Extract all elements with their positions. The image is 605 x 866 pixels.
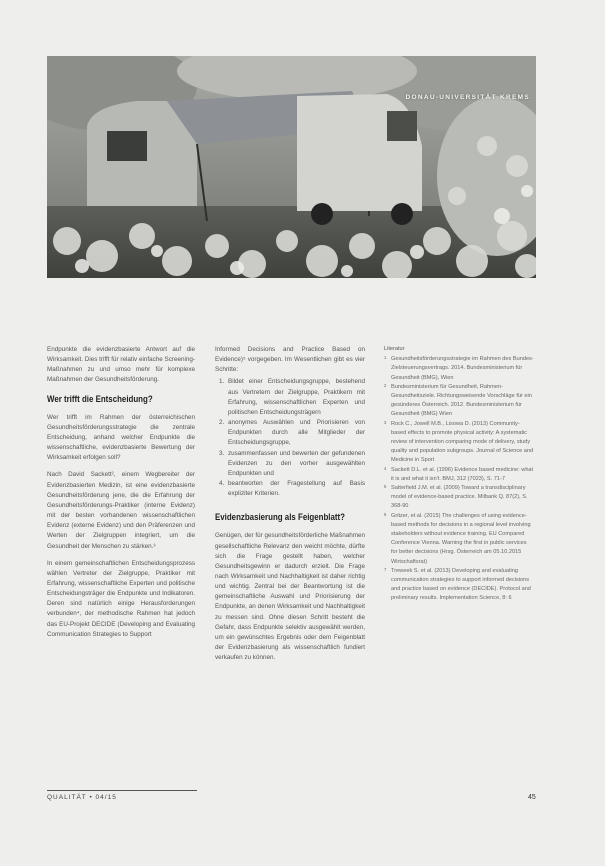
paragraph: Wer trifft im Rahmen der österreichischen Gesundheitsförderungsstrategie die zentrale Entscheidung, anhand welcher Endpunkte die wissenschaftliche, evidenzbasierte Bewertung der Wirksamkeit erfolgen soll? bbox=[47, 413, 195, 462]
photo-illustration bbox=[47, 56, 536, 278]
column-2 bbox=[215, 345, 365, 670]
column-1 bbox=[47, 345, 195, 647]
section-heading: Wer trifft die Entscheidung? bbox=[47, 393, 153, 404]
steps-list bbox=[215, 377, 365, 499]
paragraph: Nach David Sackett², einem Wegbereiter der Evidenzbasierten Medizin, ist eine evidenzbasierte Gesundheitsförderung jene, die die Erfahrung der Gesundheitsförderungs-Praktiker (interne Evidenz) mit der besten vorhandenen wissenschaftlichen Evidenz (externe Evidenz) und den Präferenzen und Werten der Zielgruppen integriert, um die Gesundheit der Menschen zu stärken.³ bbox=[47, 471, 195, 550]
section-heading: Evidenzbasierung als Feigenblatt? bbox=[215, 512, 345, 523]
references-title: Literatur bbox=[384, 346, 405, 352]
campervan-photo bbox=[47, 56, 536, 278]
list-item: 4. beantworten der Fragestellung auf Basis expliziter Kriterien. bbox=[226, 479, 365, 499]
reference-item: 1 Gesundheitsförderungsstrategie im Rahmen des Bundes-Zielsteuerungsvertrags. 2014. Bundesministerium für Gesundheit (BMG), Wien bbox=[384, 355, 534, 381]
list-item: 2. anonymes Auswählen und Priorisieren von Endpunkten durch alle Mitglieder der Entscheidungsgruppe, bbox=[226, 418, 365, 448]
reference-item: 7 Treweek S. et al. (2013) Developing and evaluating communication strategies to support informed decisions and practice based on evidence (DECIDE). Protocol and preliminary results. Implementation Science, 8: 6 bbox=[384, 566, 531, 602]
column-3-references bbox=[384, 345, 534, 604]
page-number: 45 bbox=[528, 794, 536, 801]
reference-item: 4 Sackett D.L. et al. (1996) Evidence based medicine: what it is and what it isn't. BMJ, 312 (7023), S. 71-7 bbox=[384, 465, 534, 482]
reference-item: 5 Satterfield J.M. et al. (2009) Toward a transdisciplinary model of evidence-based practice. Milbank Q. 87(2), S. 368-90 bbox=[384, 484, 528, 510]
paragraph: Genügen, der für gesundheitsförderliche Maßnahmen gesellschaftliche Relevanz den weicht möchte, dürfte sich die Frage gestellt haben, welcher Gesundheitsgewinn er dadurch erzielt. Die Frage nach Wirksamkeit und Nachhaltigkeit ist daher richtig und wichtig. Zentral bei der Beantwortung ist die gemeinschaftliche Auswahl und Priorisierung der Endpunkte, an denen Wirksamkeit und Nachhaltigkeit zu messen sind. Ohne diesen Schritt besteht die Gefahr, dass Endpunkte selektiv ausgewählt werden, um ein gewünschtes Ergebnis oder dem Feigenblatt der Evidenzbasierung als wissenschaftlich fundiert verkaufen zu können. bbox=[215, 532, 365, 662]
reference-item: 2 Bundesministerium für Gesundheit, Rahmen-Gesundheitsziele. Richtungsweisende Vorschläge für ein gesünderes Österreich. 2012. Bundesministerium für Gesundheit (BMG) Wien bbox=[384, 382, 532, 418]
list-item: 3. zusammenfassen und bewerten der gefundenen Evidenzen zu den vorher ausgewählten Endpunkten und bbox=[226, 449, 365, 479]
list-item: 1. Bildet einer Entscheidungsgruppe, bestehend aus Vertretern der Zielgruppe, Praktikern mit Erfahrung, wissenschaftlichen Experten und politischen Entscheidungsträgern bbox=[226, 377, 365, 418]
footer-divider bbox=[47, 790, 197, 791]
reference-item: 3 Rock C., Jowell M.B., Lisowa D. (2013) Community-based effects to promote physical activity: A systematic review of intervention comparing mode of delivery, study quality and population subgroups. Journal of Science and Medicine in Sport bbox=[384, 419, 534, 464]
paragraph: Endpunkte die evidenzbasierte Antwort auf die Wirksamkeit. Dies trifft für relativ einfache Screening-Maßnahmen zu und umso mehr für komplexe Maßnahmen der Gesundheitsförderung. bbox=[47, 346, 195, 384]
paragraph: Informed Decisions and Practice Based on Evidence)⁵ vorgegeben. Im Wesentlichen gibt es vier Schritte: bbox=[215, 346, 365, 374]
footer-publication: QUALITÄT • 04/15 bbox=[47, 794, 117, 801]
references-list bbox=[384, 355, 534, 603]
reference-item: 6 Gritzer, et al. (2015) The challenges of using evidence-based methods for decisions in a regional level involving stakeholders without evidence training. EU Compared Conference Vienna. Warning the first in public services for better decisions (Hrsg. Österreich am 05.10.2015 Wirtschaftsrat) bbox=[384, 511, 531, 565]
photo-credit: DONAU-UNIVERSITÄT KREMS bbox=[405, 94, 530, 101]
paragraph: In einem gemeinschaftlichen Entscheidungsprozess wählen Vertreter der Zielgruppe, Praktiker mit Erfahrung, wissenschaftliche Experten und politische Entscheidungsträger die Endpunkte und Indikatoren. Deren sind natürlich einige Herausforderungen verbunden⁴, der methodische Rahmen hat jedoch das EU-Projekt DECIDE (Developing and Evaluating Communication Strategies to Support bbox=[47, 559, 195, 638]
